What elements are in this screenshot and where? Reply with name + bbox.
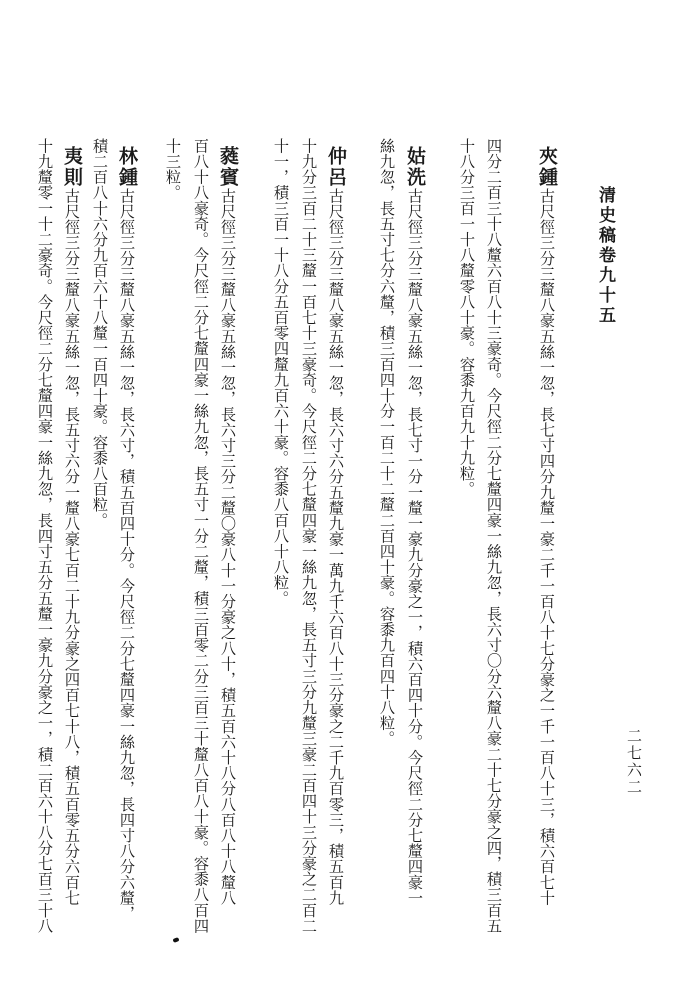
column-text: 古尺徑三分三釐八豪五絲一忽，長六寸三分二釐〇豪八十一分豪之八十，積五百六十八分八百八十八釐八: [219, 188, 237, 906]
text-column: [406, 146, 424, 906]
column-text: 絲九忽，長五寸七分六釐，積三百四十分一百二十二釐二百四十豪。容黍九百四十八粒。: [378, 138, 396, 747]
pitch-term: 夷則: [61, 146, 83, 188]
column-text: 古尺徑三分三釐八豪五絲一忽，長五寸六分一釐八豪七百二十九分豪之四百七十八，積五百零五分六百七: [63, 188, 81, 906]
page-number: 二七六二: [625, 728, 643, 796]
text-column: [300, 138, 318, 934]
column-text: 古尺徑三分三釐八豪五絲一忽，長六寸六分五釐九豪一萬九千六百八十三分豪之二千九百零三，積五百九: [327, 188, 345, 906]
pitch-term: 蕤賓: [217, 146, 239, 188]
pitch-term: 姑洗: [404, 146, 426, 188]
column-text: 古尺徑三分三釐八豪五絲一忽，長六寸，積五百四十分。今尺徑二分七釐四豪一絲九忽，長四寸八分六釐，: [118, 188, 136, 922]
text-column: [327, 146, 345, 906]
text-column: [164, 138, 182, 200]
text-column: [458, 138, 476, 497]
column-text: 十一，積三百一十八分五百零四釐九百六十豪。容黍八百八十八粒。: [272, 138, 290, 606]
text-column: [192, 138, 210, 934]
column-text: 十九分三百二十三釐一百七十三豪奇。今尺徑二分七釐四豪一絲九忽，長五寸三分九釐三豪二百四十三分豪之二百二: [300, 138, 318, 934]
column-text: 古尺徑三分三釐八豪五絲一忽，長七寸一分一釐一豪九分豪之一，積六百四十分。今尺徑二分七釐四豪一: [406, 188, 424, 906]
column-text: 十九釐零一十二豪奇。今尺徑二分七釐四豪一絲九忽，長四寸五分五釐一豪九分豪之一，積二百六十八分七百三十八: [36, 138, 54, 934]
column-text: 百八十八豪奇。今尺徑二分七釐四豪一絲九忽，長五寸一分二釐，積三百零二分三百三十釐八百八十豪。容黍八百四: [192, 138, 210, 934]
text-column: [219, 146, 237, 906]
text-column: [118, 146, 136, 921]
pitch-term: 仲呂: [325, 146, 347, 188]
column-text: 十三粒。: [164, 138, 182, 201]
text-column: [378, 138, 396, 746]
column-text: 積二百八十六分九百六十八釐一百四十豪。容黍八百粒。: [91, 138, 109, 528]
text-column: [63, 146, 81, 906]
column-text: 十八分三百一十八釐零八十豪。容黍九百九十九粒。: [458, 138, 476, 497]
book-title: 清史稿卷九十五: [595, 186, 615, 326]
pitch-term: 林鍾: [116, 146, 138, 188]
ink-mark: [172, 937, 179, 943]
column-text: 古尺徑三分三釐八豪五絲一忽，長七寸四分九釐一豪二千一百八十七分豪之一千一百八十三，積六百七十: [538, 188, 556, 906]
text-column: [485, 138, 503, 934]
text-column: [91, 138, 109, 528]
text-column: [272, 138, 290, 606]
pitch-term: 夾鍾: [536, 146, 558, 188]
column-text: 四分二百三十八釐六百八十三豪奇。今尺徑二分七釐四豪一絲九忽，長六寸〇分六釐八豪二十七分豪之四，積三百五: [485, 138, 503, 934]
text-column: [36, 138, 54, 934]
text-column: [538, 146, 556, 906]
